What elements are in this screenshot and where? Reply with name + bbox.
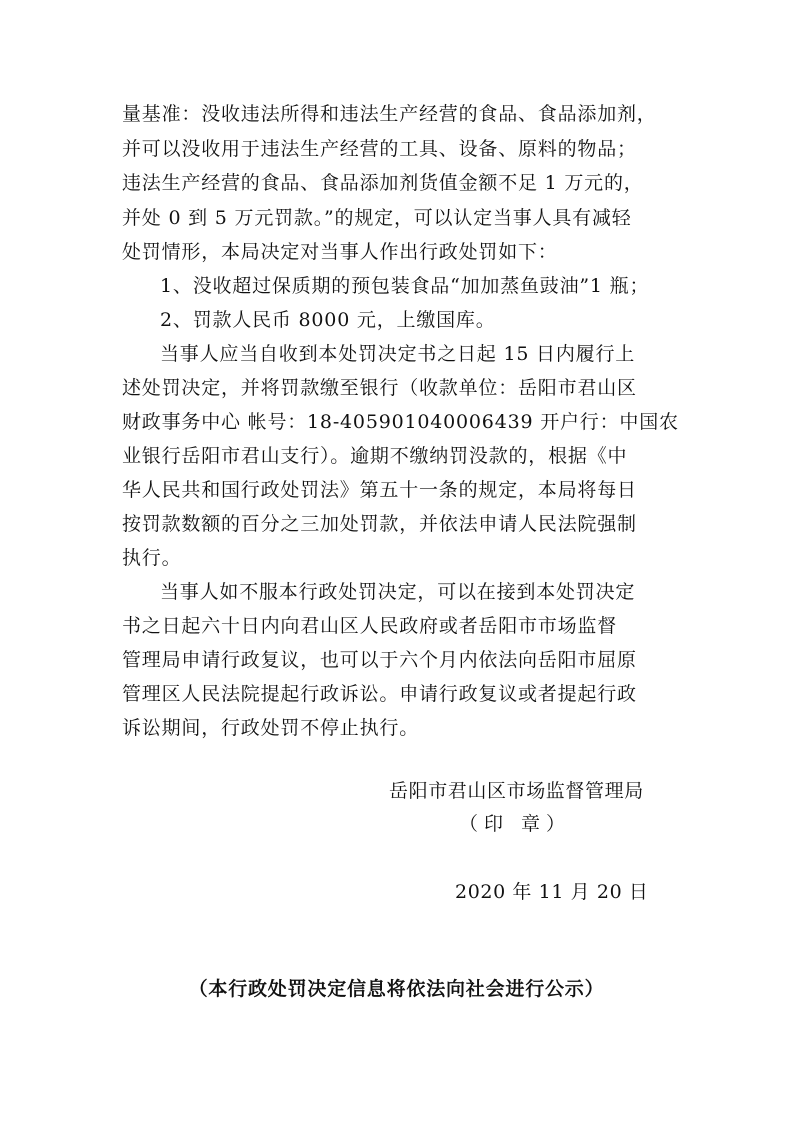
body-text-line: 业银行岳阳市君山支行）。逾期不缴纳罚没款的，根据《中 — [122, 445, 628, 467]
issuing-authority: 岳阳市君山区市场监督管理局 — [389, 780, 644, 802]
body-text-line: 管理局申请行政复议，也可以于六个月内依法向岳阳市屈原 — [122, 649, 637, 671]
decision-date: 2020 年 11 月 20 日 — [455, 881, 649, 903]
body-text-line: 执行。 — [122, 547, 182, 569]
body-text-line: 处罚情形，本局决定对当事人作出行政处罚如下： — [122, 241, 558, 263]
body-text-line: 当事人应当自收到本处罚决定书之日起 15 日内履行上 — [160, 343, 636, 365]
body-text-line: 并可以没收用于违法生产经营的工具、设备、原料的物品； — [122, 138, 637, 160]
penalty-item-confiscation: 1、没收超过保质期的预包装食品“加加蒸鱼豉油”1 瓶； — [160, 275, 650, 297]
seal-placeholder: （印 章） — [459, 813, 572, 835]
body-text-line: 并处 0 到 5 万元罚款。”的规定，可以认定当事人具有减轻 — [122, 207, 632, 229]
body-text-line: 按罚款数额的百分之三加处罚款，并依法申请人民法院强制 — [122, 513, 637, 535]
body-text-line: 述处罚决定，并将罚款缴至银行（收款单位：岳阳市君山区 — [122, 377, 637, 399]
body-text-line: 华人民共和国行政处罚法》第五十一条的规定，本局将每日 — [122, 479, 637, 501]
publicity-notice: （本行政处罚决定信息将依法向社会进行公示） — [188, 978, 605, 1000]
body-text-line: 财政事务中心 帐号：18-405901040006439 开户行：中国农 — [122, 411, 679, 433]
body-text-line: 诉讼期间，行政处罚不停止执行。 — [122, 717, 420, 739]
body-text-line: 当事人如不服本行政处罚决定，可以在接到本处罚决定 — [160, 581, 636, 603]
penalty-item-fine: 2、罚款人民币 8000 元，上缴国库。 — [160, 309, 496, 331]
body-text-line: 量基准：没收违法所得和违法生产经营的食品、食品添加剂， — [122, 103, 657, 125]
body-text-line: 管理区人民法院提起行政诉讼。申请行政复议或者提起行政 — [122, 683, 637, 705]
body-text-line: 书之日起六十日内向君山区人民政府或者岳阳市市场监督 — [122, 615, 618, 637]
body-text-line: 违法生产经营的食品、食品添加剂货值金额不足 1 万元的， — [122, 172, 644, 194]
